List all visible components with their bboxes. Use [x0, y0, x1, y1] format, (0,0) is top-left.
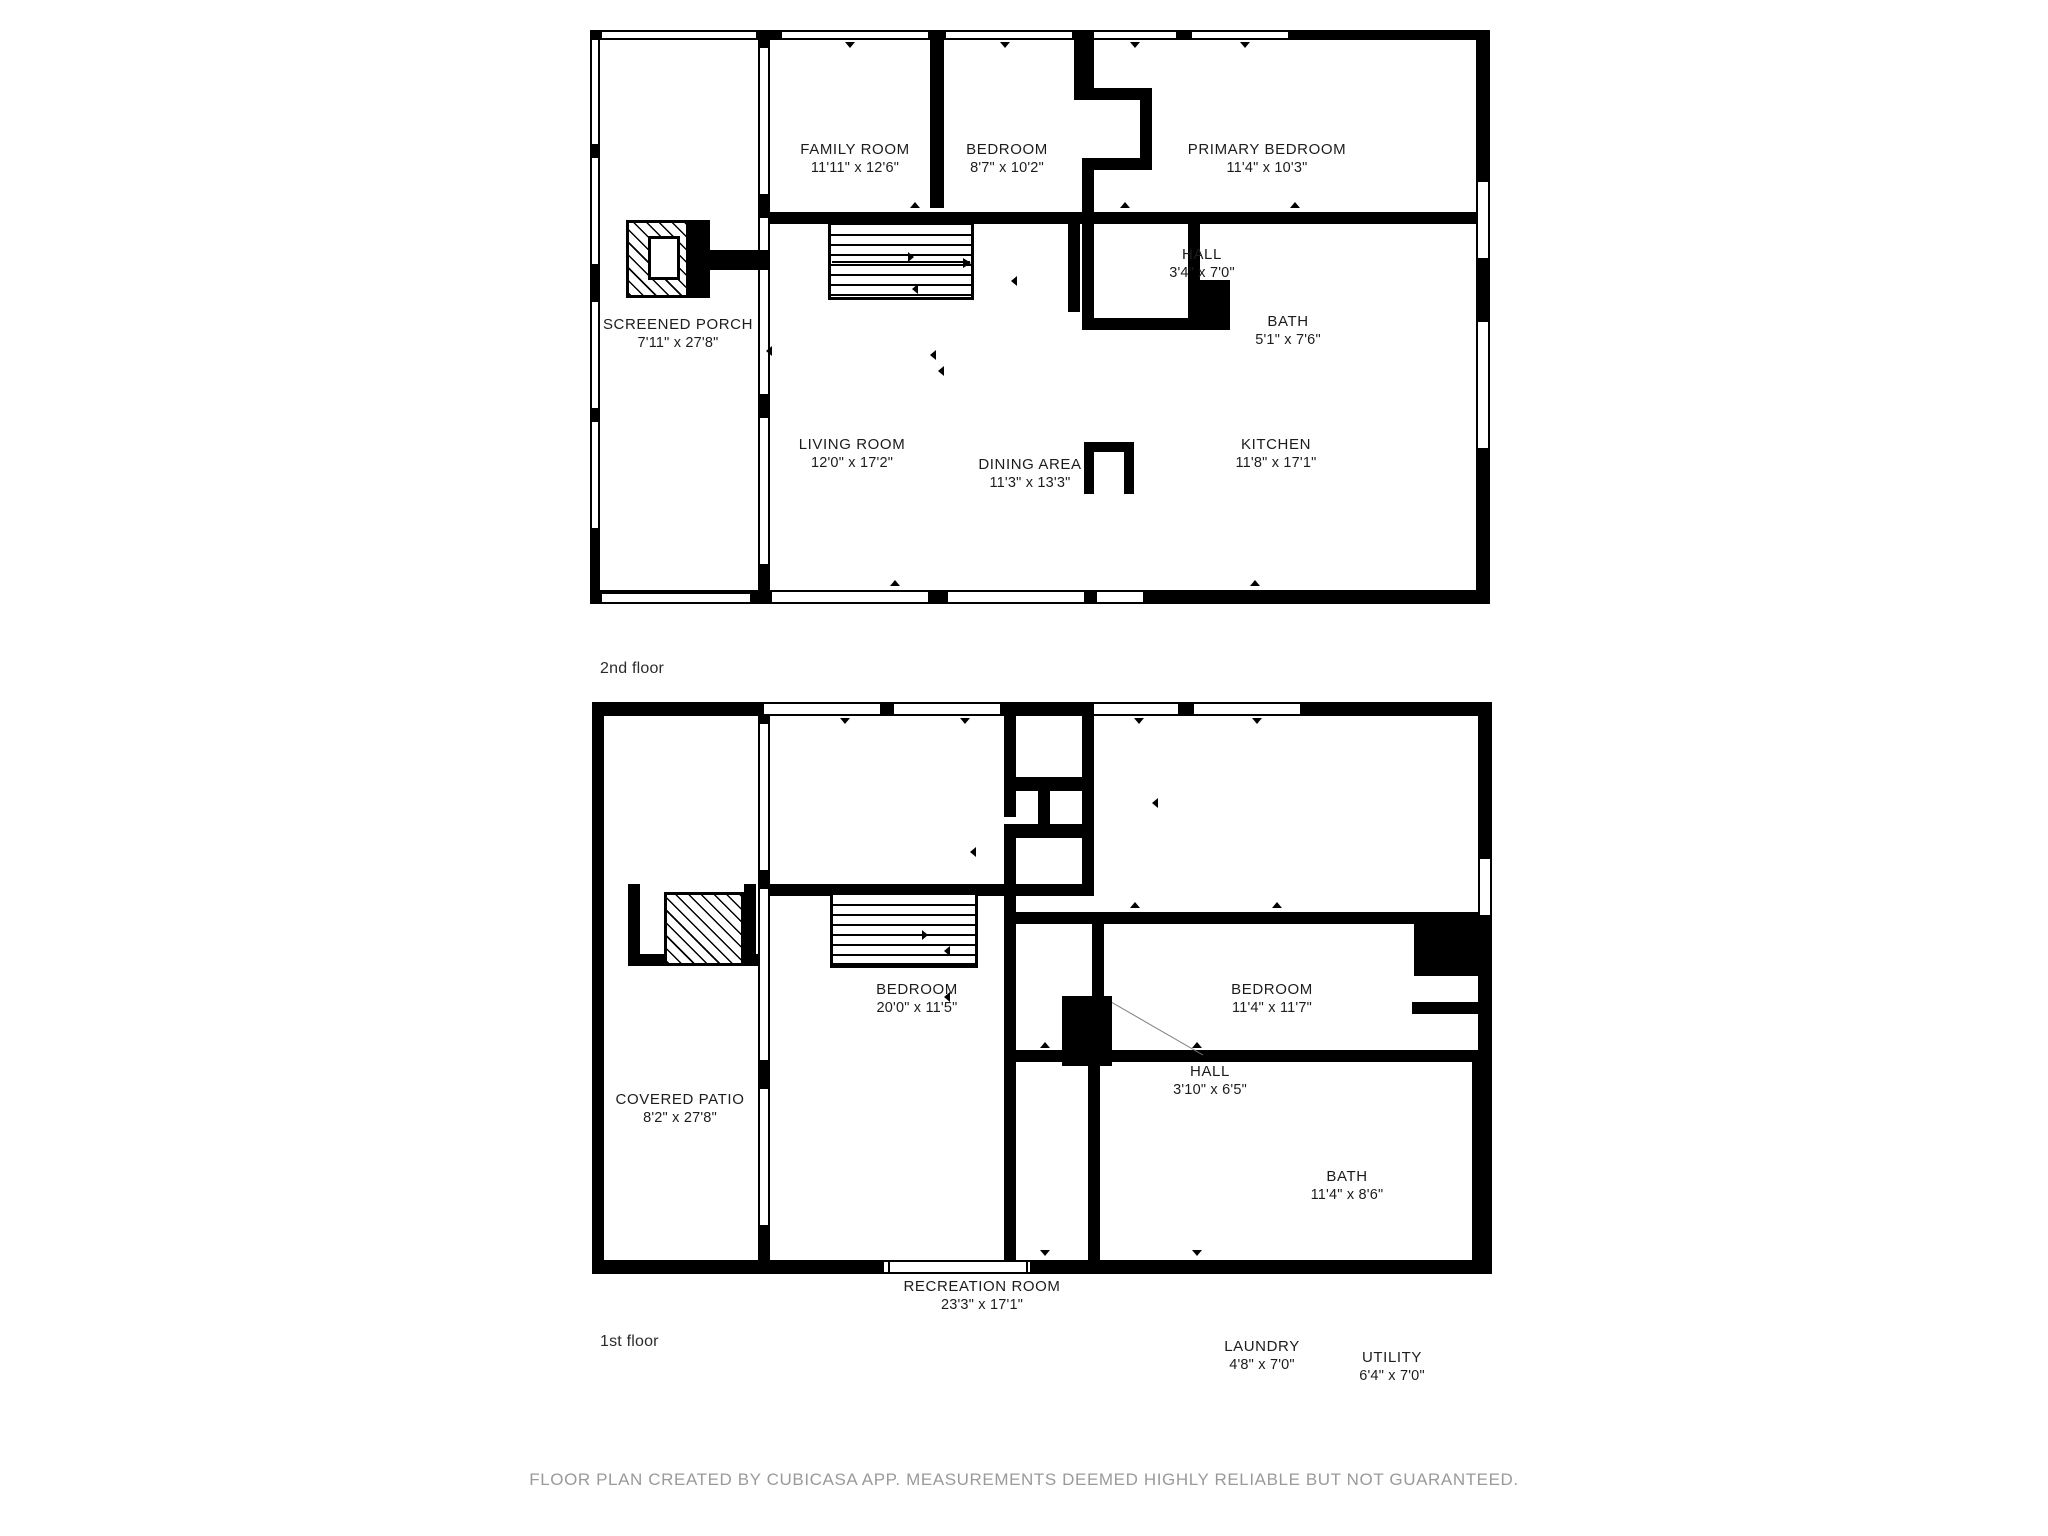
wall-exterior-right — [1476, 30, 1490, 604]
fireplace-hatch-1st — [664, 892, 744, 966]
window-porch-top — [600, 30, 758, 40]
room-label-bath-1st: BATH 11'4" x 8'6" — [1310, 1168, 1384, 1203]
window-bottom-1 — [770, 590, 930, 604]
door-marker-bottom-1 — [890, 580, 900, 586]
window-right-1 — [1476, 180, 1490, 260]
door1-marker-bedroom-right — [1152, 798, 1158, 808]
fireplace-flue — [710, 250, 770, 270]
door-marker-kitchen — [1011, 276, 1017, 286]
room-label-bedroom-1st-left: BEDROOM 20'0" x 11'5" — [876, 981, 958, 1016]
wall-bath-left — [1082, 212, 1094, 330]
window-primary-bedroom-top-1 — [1088, 30, 1178, 40]
bath-fixture-1st — [1414, 924, 1478, 976]
door1-marker-top-3 — [1134, 718, 1144, 724]
door-marker-top-3 — [1130, 42, 1140, 48]
door1-marker-top-4 — [1252, 718, 1262, 724]
door-marker-top-1 — [845, 42, 855, 48]
window1-patio-inner-1 — [758, 722, 770, 872]
door1-marker-top-2 — [960, 718, 970, 724]
door-marker-hall-1 — [910, 202, 920, 208]
room-label-hall-2nd: HALL 3'4" x 7'0" — [1169, 246, 1235, 281]
door-marker-dining-2 — [930, 350, 936, 360]
room-label-hall-1st: HALL 3'10" x 6'5" — [1173, 1063, 1247, 1098]
window-bottom-3 — [1095, 590, 1145, 604]
bath-fixture-block — [1188, 280, 1230, 330]
door1-marker-laundry-b — [1040, 1250, 1050, 1256]
room-label-primary-bedroom: PRIMARY BEDROOM 11'4" x 10'3" — [1187, 141, 1347, 176]
wall1-bath-left — [1004, 894, 1016, 1260]
fireplace-inner — [648, 236, 680, 280]
wall1-exterior-top — [592, 702, 1492, 716]
window1-bottom-2 — [888, 1260, 1028, 1274]
room-label-laundry: LAUNDRY 4'8" x 7'0" — [1224, 1338, 1300, 1373]
wall1-laundry-right — [1088, 1062, 1100, 1260]
wall-bedroom-left — [930, 30, 944, 208]
door-marker-hall-3 — [1290, 202, 1300, 208]
room-label-utility: UTILITY 6'4" x 7'0" — [1359, 1349, 1425, 1384]
room-label-living-room: LIVING ROOM 12'0" x 17'2" — [798, 436, 906, 471]
wall1-exterior-bottom — [592, 1260, 1492, 1274]
door-marker-dining-3 — [938, 366, 944, 376]
footer-disclaimer: FLOOR PLAN CREATED BY CUBICASA APP. MEASUREMENTS DEEMED HIGHLY RELIABLE BUT NOT GUARANTEED. — [529, 1470, 1519, 1489]
door-marker-bath — [908, 252, 914, 262]
wall1-utility-right — [1472, 1062, 1482, 1260]
room-label-dining-area: DINING AREA 11'3" x 13'3" — [978, 456, 1082, 491]
wall1-bath-top — [1004, 912, 1478, 924]
wall-kitchen-island-right — [1124, 442, 1134, 494]
window-primary-bedroom-top-2 — [1190, 30, 1290, 40]
window1-top-3 — [1090, 702, 1180, 716]
room-label-family-room: FAMILY ROOM 11'11" x 12'6" — [800, 141, 910, 176]
room-label-covered-patio: COVERED PATIO 8'2" x 27'8" — [615, 1091, 745, 1126]
floor-caption-2nd: 2nd floor — [600, 660, 665, 677]
room-label-bedroom-1st-right: BEDROOM 11'4" x 11'7" — [1231, 981, 1313, 1016]
wall-bath-bottom — [1082, 318, 1200, 330]
wall1-bedroom-right — [1004, 702, 1016, 817]
wall1-closet-under-right — [744, 884, 756, 966]
staircase-direction-arrow — [832, 261, 970, 263]
window-bedroom-top — [944, 30, 1074, 40]
hall-leader-line — [1112, 1002, 1203, 1055]
door1-marker-hall-2 — [922, 930, 928, 940]
door-marker-dining-1 — [766, 346, 772, 356]
wall1-bath-counter — [1412, 1002, 1478, 1014]
door1-marker-bath — [1130, 902, 1140, 908]
wall-closet-right — [1140, 88, 1152, 168]
window-right-2 — [1476, 320, 1490, 450]
wall-primary-bedroom-bottom — [1200, 212, 1476, 224]
wall1-closet-under-left — [628, 884, 640, 964]
door1-marker-bath-3 — [944, 946, 950, 956]
room-label-kitchen: KITCHEN 11'8" x 17'1" — [1235, 436, 1317, 471]
staircase-1st — [830, 892, 978, 968]
window-porch-left-2 — [590, 156, 600, 266]
window1-right-1 — [1478, 857, 1492, 917]
room-label-screened-porch: SCREENED PORCH 7'11" x 27'8" — [602, 316, 754, 351]
wall1-hall-right — [1082, 702, 1094, 894]
door1-marker-utility — [1192, 1042, 1202, 1048]
door1-marker-bath-2 — [1272, 902, 1282, 908]
wall1-closet-bottom — [1004, 824, 1094, 838]
wall-hall-top — [1082, 158, 1152, 170]
window1-top-4 — [1192, 702, 1302, 716]
window1-patio-inner-3 — [758, 1087, 770, 1227]
window1-top-1 — [762, 702, 882, 716]
door-marker-top-2 — [1000, 42, 1010, 48]
window-porch-inner-1 — [758, 46, 770, 196]
window-porch-left-4 — [590, 420, 600, 530]
door1-marker-top-1 — [840, 718, 850, 724]
window-porch-left-1 — [590, 38, 600, 146]
door-marker-top-4 — [1240, 42, 1250, 48]
floor-plan-2nd — [590, 30, 1490, 630]
door1-marker-laundry — [1040, 1042, 1050, 1048]
door-marker-bottom-2 — [1250, 580, 1260, 586]
room-label-bedroom-2nd: BEDROOM 8'7" x 10'2" — [966, 141, 1048, 176]
wall-living-kitchen — [1068, 212, 1080, 312]
wall1-exterior-left — [592, 702, 604, 1274]
window-porch-inner-3 — [758, 416, 770, 566]
wall1-bath-bottom — [1004, 1050, 1478, 1062]
door-marker-hall-2 — [1120, 202, 1130, 208]
window1-patio-inner-2 — [758, 887, 770, 1062]
fireplace-solid — [686, 220, 710, 298]
door1-marker-utility-b — [1192, 1250, 1202, 1256]
door1-marker-hall-1 — [970, 847, 976, 857]
floor-caption-1st: 1st floor — [600, 1333, 659, 1350]
window-family-room-top — [780, 30, 930, 40]
room-label-recreation-room: RECREATION ROOM 23'3" x 17'1" — [903, 1278, 1061, 1313]
wall1-hall-bottom — [1004, 884, 1094, 896]
window-bottom-2 — [946, 590, 1086, 604]
door-marker-bath-2 — [912, 284, 918, 294]
window1-top-2 — [892, 702, 1002, 716]
window-porch-inner-2 — [758, 216, 770, 396]
window-porch-bottom — [600, 592, 752, 604]
room-label-bath-2nd: BATH 5'1" x 7'6" — [1255, 313, 1321, 348]
window-porch-left-3 — [590, 300, 600, 410]
